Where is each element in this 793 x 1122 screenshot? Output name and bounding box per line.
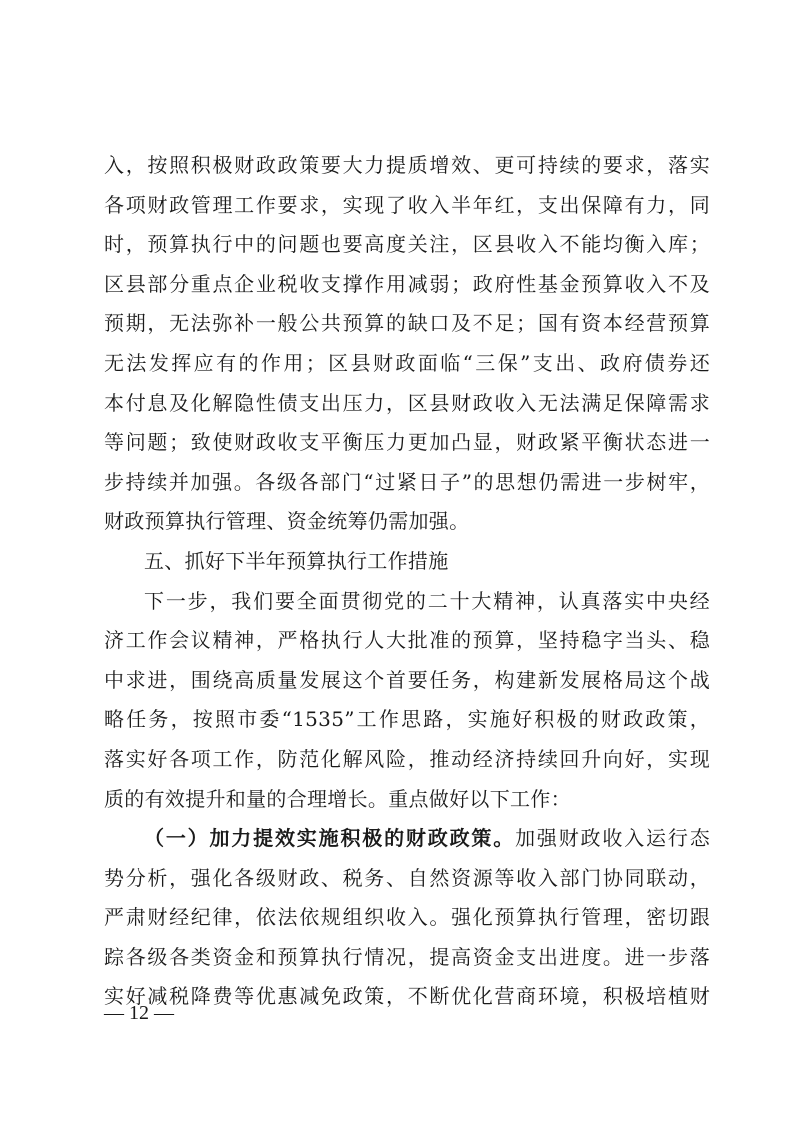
paragraph-line: 略任务，按照市委“1535”工作思路，实施好积极的财政政策， bbox=[104, 707, 710, 732]
subsection-heading: （一）加力提效实施积极的财政政策。 bbox=[144, 826, 516, 851]
paragraph-line: 济工作会议精神，严格执行人大批准的预算，坚持稳字当头、稳 bbox=[104, 628, 710, 653]
paragraph-line: 中求进，围绕高质量发展这个首要任务，构建新发展格局这个战 bbox=[104, 667, 710, 692]
paragraph-line: 严肃财经纪律，依法依规组织收入。强化预算执行管理，密切跟 bbox=[104, 905, 710, 930]
paragraph-line bbox=[104, 819, 710, 859]
paragraph-line: 步持续并加强。各级各部门“过紧日子”的思想仍需进一步树牢， bbox=[104, 469, 710, 494]
paragraph-line: 本付息及化解隐性债支出压力，区县财政收入无法满足保障需求 bbox=[104, 390, 710, 415]
paragraph-text: 加强财政收入运行态 bbox=[515, 826, 710, 851]
paragraph-line: 区县部分重点企业税收支撑作用减弱；政府性基金预算收入不及 bbox=[104, 271, 710, 296]
paragraph-line: 踪各级各类资金和预算执行情况，提高资金支出进度。进一步落 bbox=[104, 944, 710, 969]
paragraph-line: 势分析，强化各级财政、税务、自然资源等收入部门协同联动， bbox=[104, 865, 710, 890]
paragraph-line: 预期，无法弥补一般公共预算的缺口及不足；国有资本经营预算 bbox=[104, 311, 710, 336]
body-text bbox=[104, 146, 710, 1017]
paragraph-line: 各项财政管理工作要求，实现了收入半年红，支出保障有力，同 bbox=[104, 192, 710, 217]
paragraph-line: 质的有效提升和量的合理增长。重点做好以下工作： bbox=[104, 786, 571, 811]
paragraph-line: 入，按照积极财政政策要大力提质增效、更可持续的要求，落实 bbox=[104, 153, 710, 177]
paragraph-line: 落实好各项工作，防范化解风险，推动经济持续回升向好，实现 bbox=[104, 746, 710, 771]
paragraph-line: 财政预算执行管理、资金统筹仍需加强。 bbox=[104, 509, 470, 534]
section-heading: 五、抓好下半年预算执行工作措施 bbox=[144, 548, 449, 573]
paragraph-line: 无法发挥应有的作用；区县财政面临“三保”支出、政府债券还 bbox=[104, 350, 710, 375]
paragraph-line: 时，预算执行中的问题也要高度关注，区县收入不能均衡入库； bbox=[104, 232, 710, 257]
paragraph-line: 下一步，我们要全面贯彻党的二十大精神，认真落实中央经 bbox=[144, 588, 710, 613]
page-number: — 12 — bbox=[104, 1002, 174, 1024]
paragraph-line: 实好减税降费等优惠减免政策，不断优化营商环境，积极培植财 bbox=[104, 984, 710, 1009]
paragraph-line: 等问题；致使财政收支平衡压力更加凸显，财政紧平衡状态进一 bbox=[104, 430, 710, 455]
